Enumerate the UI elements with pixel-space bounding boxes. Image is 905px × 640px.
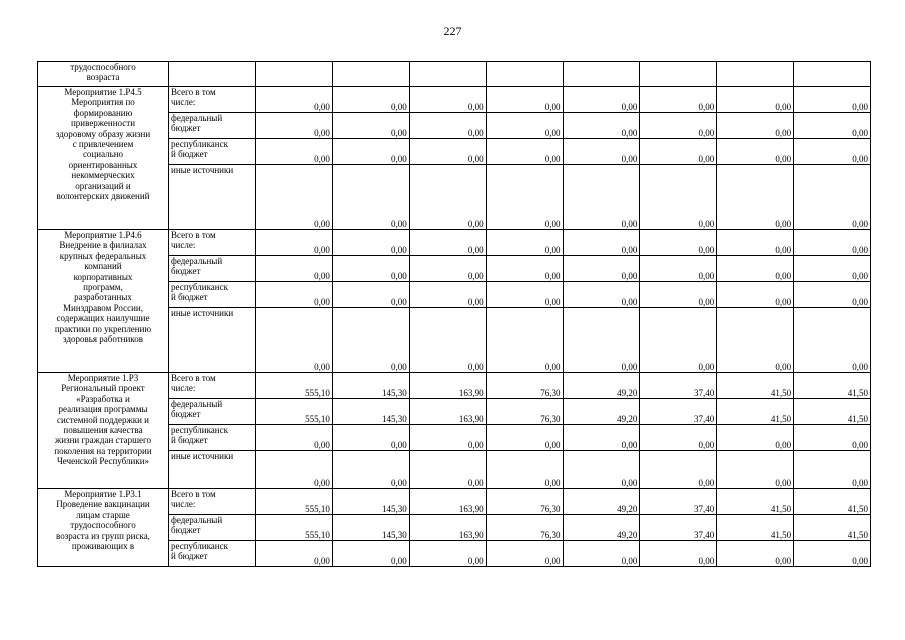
amount-cell: 41,50 bbox=[794, 373, 871, 399]
amount-cell: 41,50 bbox=[794, 515, 871, 541]
amount-cell bbox=[640, 62, 717, 87]
table-row bbox=[38, 87, 871, 113]
amount-cell: 0,00 bbox=[563, 139, 640, 165]
amount-cell: 0,00 bbox=[794, 282, 871, 308]
amount-cell: 0,00 bbox=[256, 451, 333, 489]
amount-cell: 41,50 bbox=[717, 489, 794, 515]
amount-cell: 0,00 bbox=[486, 541, 563, 567]
amount-cell: 0,00 bbox=[256, 165, 333, 230]
amount-cell: 0,00 bbox=[640, 113, 717, 139]
event-name-cell: Мероприятие 1.Р4.5 Мероприятия по формированию приверженности здоровому образу жизни с привлечением социально ориентированных некоммерческих организаций и волонтерских движений bbox=[38, 87, 169, 230]
amount-cell: 76,30 bbox=[486, 489, 563, 515]
amount-cell: 145,30 bbox=[332, 399, 409, 425]
amount-cell: 0,00 bbox=[794, 541, 871, 567]
amount-cell bbox=[717, 62, 794, 87]
amount-cell: 0,00 bbox=[640, 308, 717, 373]
amount-cell: 0,00 bbox=[717, 87, 794, 113]
amount-cell: 0,00 bbox=[332, 165, 409, 230]
amount-cell: 37,40 bbox=[640, 399, 717, 425]
amount-cell: 0,00 bbox=[332, 113, 409, 139]
amount-cell: 0,00 bbox=[486, 256, 563, 282]
funding-source-cell: федеральный бюджет bbox=[169, 515, 256, 541]
funding-source-cell: республиканск й бюджет bbox=[169, 282, 256, 308]
amount-cell: 0,00 bbox=[794, 87, 871, 113]
amount-cell: 0,00 bbox=[563, 87, 640, 113]
amount-cell: 0,00 bbox=[486, 308, 563, 373]
amount-cell: 76,30 bbox=[486, 373, 563, 399]
event-name-cell: Мероприятие 1.Р3 Региональный проект «Разработка и реализация программы системной поддержки и повышения качества жизни граждан старшего поколения на территории Чеченской Республики» bbox=[38, 373, 169, 489]
amount-cell: 0,00 bbox=[717, 308, 794, 373]
amount-cell: 0,00 bbox=[717, 139, 794, 165]
funding-source-cell: федеральный бюджет bbox=[169, 113, 256, 139]
amount-cell: 163,90 bbox=[409, 373, 486, 399]
amount-cell: 145,30 bbox=[332, 373, 409, 399]
amount-cell: 0,00 bbox=[409, 308, 486, 373]
amount-cell: 0,00 bbox=[409, 256, 486, 282]
amount-cell: 0,00 bbox=[256, 230, 333, 256]
amount-cell: 0,00 bbox=[563, 451, 640, 489]
amount-cell: 555,10 bbox=[256, 489, 333, 515]
amount-cell: 37,40 bbox=[640, 515, 717, 541]
funding-source-cell: республиканск й бюджет bbox=[169, 139, 256, 165]
amount-cell: 0,00 bbox=[409, 282, 486, 308]
amount-cell: 0,00 bbox=[332, 451, 409, 489]
amount-cell: 41,50 bbox=[717, 399, 794, 425]
amount-cell: 0,00 bbox=[332, 282, 409, 308]
table-body bbox=[38, 62, 871, 567]
amount-cell: 0,00 bbox=[332, 425, 409, 451]
amount-cell: 0,00 bbox=[640, 451, 717, 489]
amount-cell: 0,00 bbox=[794, 165, 871, 230]
amount-cell: 0,00 bbox=[794, 451, 871, 489]
amount-cell: 0,00 bbox=[256, 256, 333, 282]
amount-cell: 0,00 bbox=[486, 425, 563, 451]
funding-source-cell: федеральный бюджет bbox=[169, 399, 256, 425]
amount-cell: 49,20 bbox=[563, 489, 640, 515]
amount-cell: 0,00 bbox=[717, 113, 794, 139]
amount-cell: 37,40 bbox=[640, 373, 717, 399]
amount-cell: 0,00 bbox=[563, 165, 640, 230]
amount-cell: 0,00 bbox=[486, 165, 563, 230]
amount-cell: 49,20 bbox=[563, 515, 640, 541]
amount-cell bbox=[409, 62, 486, 87]
funding-source-cell: иные источники bbox=[169, 308, 256, 373]
amount-cell: 0,00 bbox=[794, 256, 871, 282]
table-row bbox=[38, 373, 871, 399]
amount-cell: 0,00 bbox=[332, 256, 409, 282]
amount-cell: 0,00 bbox=[256, 282, 333, 308]
amount-cell: 555,10 bbox=[256, 515, 333, 541]
amount-cell: 76,30 bbox=[486, 399, 563, 425]
amount-cell: 0,00 bbox=[794, 308, 871, 373]
amount-cell: 49,20 bbox=[563, 373, 640, 399]
amount-cell: 0,00 bbox=[409, 113, 486, 139]
amount-cell: 0,00 bbox=[409, 425, 486, 451]
amount-cell: 41,50 bbox=[717, 515, 794, 541]
amount-cell: 0,00 bbox=[332, 139, 409, 165]
amount-cell bbox=[256, 62, 333, 87]
amount-cell bbox=[794, 62, 871, 87]
amount-cell: 0,00 bbox=[332, 308, 409, 373]
amount-cell: 145,30 bbox=[332, 515, 409, 541]
amount-cell: 41,50 bbox=[794, 489, 871, 515]
amount-cell: 0,00 bbox=[409, 451, 486, 489]
amount-cell: 41,50 bbox=[794, 399, 871, 425]
amount-cell bbox=[332, 62, 409, 87]
amount-cell: 0,00 bbox=[486, 87, 563, 113]
amount-cell: 41,50 bbox=[717, 373, 794, 399]
amount-cell: 0,00 bbox=[640, 165, 717, 230]
amount-cell: 0,00 bbox=[409, 165, 486, 230]
amount-cell: 0,00 bbox=[717, 425, 794, 451]
amount-cell: 0,00 bbox=[640, 256, 717, 282]
amount-cell: 0,00 bbox=[563, 425, 640, 451]
amount-cell: 0,00 bbox=[640, 425, 717, 451]
table-row bbox=[38, 62, 871, 87]
amount-cell: 0,00 bbox=[486, 139, 563, 165]
amount-cell: 0,00 bbox=[256, 308, 333, 373]
amount-cell: 49,20 bbox=[563, 399, 640, 425]
amount-cell: 0,00 bbox=[409, 87, 486, 113]
amount-cell: 0,00 bbox=[332, 541, 409, 567]
table-row bbox=[38, 230, 871, 256]
amount-cell: 0,00 bbox=[640, 541, 717, 567]
amount-cell: 555,10 bbox=[256, 373, 333, 399]
amount-cell: 0,00 bbox=[794, 425, 871, 451]
amount-cell bbox=[563, 62, 640, 87]
amount-cell: 0,00 bbox=[563, 541, 640, 567]
amount-cell: 0,00 bbox=[409, 541, 486, 567]
amount-cell: 0,00 bbox=[332, 230, 409, 256]
amount-cell: 37,40 bbox=[640, 489, 717, 515]
funding-source-cell: федеральный бюджет bbox=[169, 256, 256, 282]
amount-cell: 0,00 bbox=[717, 282, 794, 308]
amount-cell: 163,90 bbox=[409, 489, 486, 515]
amount-cell: 0,00 bbox=[717, 541, 794, 567]
event-name-cell: трудоспособного возраста bbox=[38, 62, 169, 87]
amount-cell: 555,10 bbox=[256, 399, 333, 425]
table-row bbox=[38, 489, 871, 515]
funding-source-cell: Всего в том числе: bbox=[169, 87, 256, 113]
amount-cell: 145,30 bbox=[332, 489, 409, 515]
page-number: 227 bbox=[443, 24, 462, 38]
amount-cell: 0,00 bbox=[640, 87, 717, 113]
amount-cell: 0,00 bbox=[256, 139, 333, 165]
amount-cell: 0,00 bbox=[486, 451, 563, 489]
funding-source-cell: иные источники bbox=[169, 165, 256, 230]
amount-cell: 0,00 bbox=[563, 282, 640, 308]
amount-cell: 0,00 bbox=[563, 256, 640, 282]
amount-cell: 0,00 bbox=[563, 230, 640, 256]
amount-cell: 0,00 bbox=[640, 139, 717, 165]
amount-cell: 0,00 bbox=[409, 139, 486, 165]
amount-cell: 0,00 bbox=[256, 87, 333, 113]
amount-cell bbox=[486, 62, 563, 87]
funding-source-cell: иные источники bbox=[169, 451, 256, 489]
event-name-cell: Мероприятие 1.Р3.1 Проведение вакцинации лицам старше трудоспособного возраста из групп риска, проживающих в bbox=[38, 489, 169, 567]
budget-table bbox=[37, 61, 871, 567]
funding-source-cell: республиканск й бюджет bbox=[169, 541, 256, 567]
amount-cell: 0,00 bbox=[256, 425, 333, 451]
amount-cell: 0,00 bbox=[794, 113, 871, 139]
amount-cell: 76,30 bbox=[486, 515, 563, 541]
amount-cell: 0,00 bbox=[563, 308, 640, 373]
amount-cell: 163,90 bbox=[409, 399, 486, 425]
amount-cell: 0,00 bbox=[409, 230, 486, 256]
amount-cell: 0,00 bbox=[717, 256, 794, 282]
amount-cell: 0,00 bbox=[794, 230, 871, 256]
amount-cell: 0,00 bbox=[486, 113, 563, 139]
amount-cell: 0,00 bbox=[717, 230, 794, 256]
event-name-cell: Мероприятие 1.Р4.6 Внедрение в филиалах крупных федеральных компаний корпоративных программ, разработанных Минздравом России, содержащих наилучшие практики по укреплению здоровья работников bbox=[38, 230, 169, 373]
amount-cell: 0,00 bbox=[486, 282, 563, 308]
amount-cell: 163,90 bbox=[409, 515, 486, 541]
amount-cell: 0,00 bbox=[794, 139, 871, 165]
funding-source-cell: Всего в том числе: bbox=[169, 230, 256, 256]
amount-cell: 0,00 bbox=[256, 541, 333, 567]
amount-cell: 0,00 bbox=[563, 113, 640, 139]
amount-cell: 0,00 bbox=[717, 165, 794, 230]
amount-cell: 0,00 bbox=[256, 113, 333, 139]
amount-cell: 0,00 bbox=[640, 230, 717, 256]
amount-cell: 0,00 bbox=[717, 451, 794, 489]
amount-cell: 0,00 bbox=[486, 230, 563, 256]
amount-cell: 0,00 bbox=[640, 282, 717, 308]
funding-source-cell bbox=[169, 62, 256, 87]
funding-source-cell: Всего в том числе: bbox=[169, 489, 256, 515]
funding-source-cell: республиканск й бюджет bbox=[169, 425, 256, 451]
amount-cell: 0,00 bbox=[332, 87, 409, 113]
funding-source-cell: Всего в том числе: bbox=[169, 373, 256, 399]
